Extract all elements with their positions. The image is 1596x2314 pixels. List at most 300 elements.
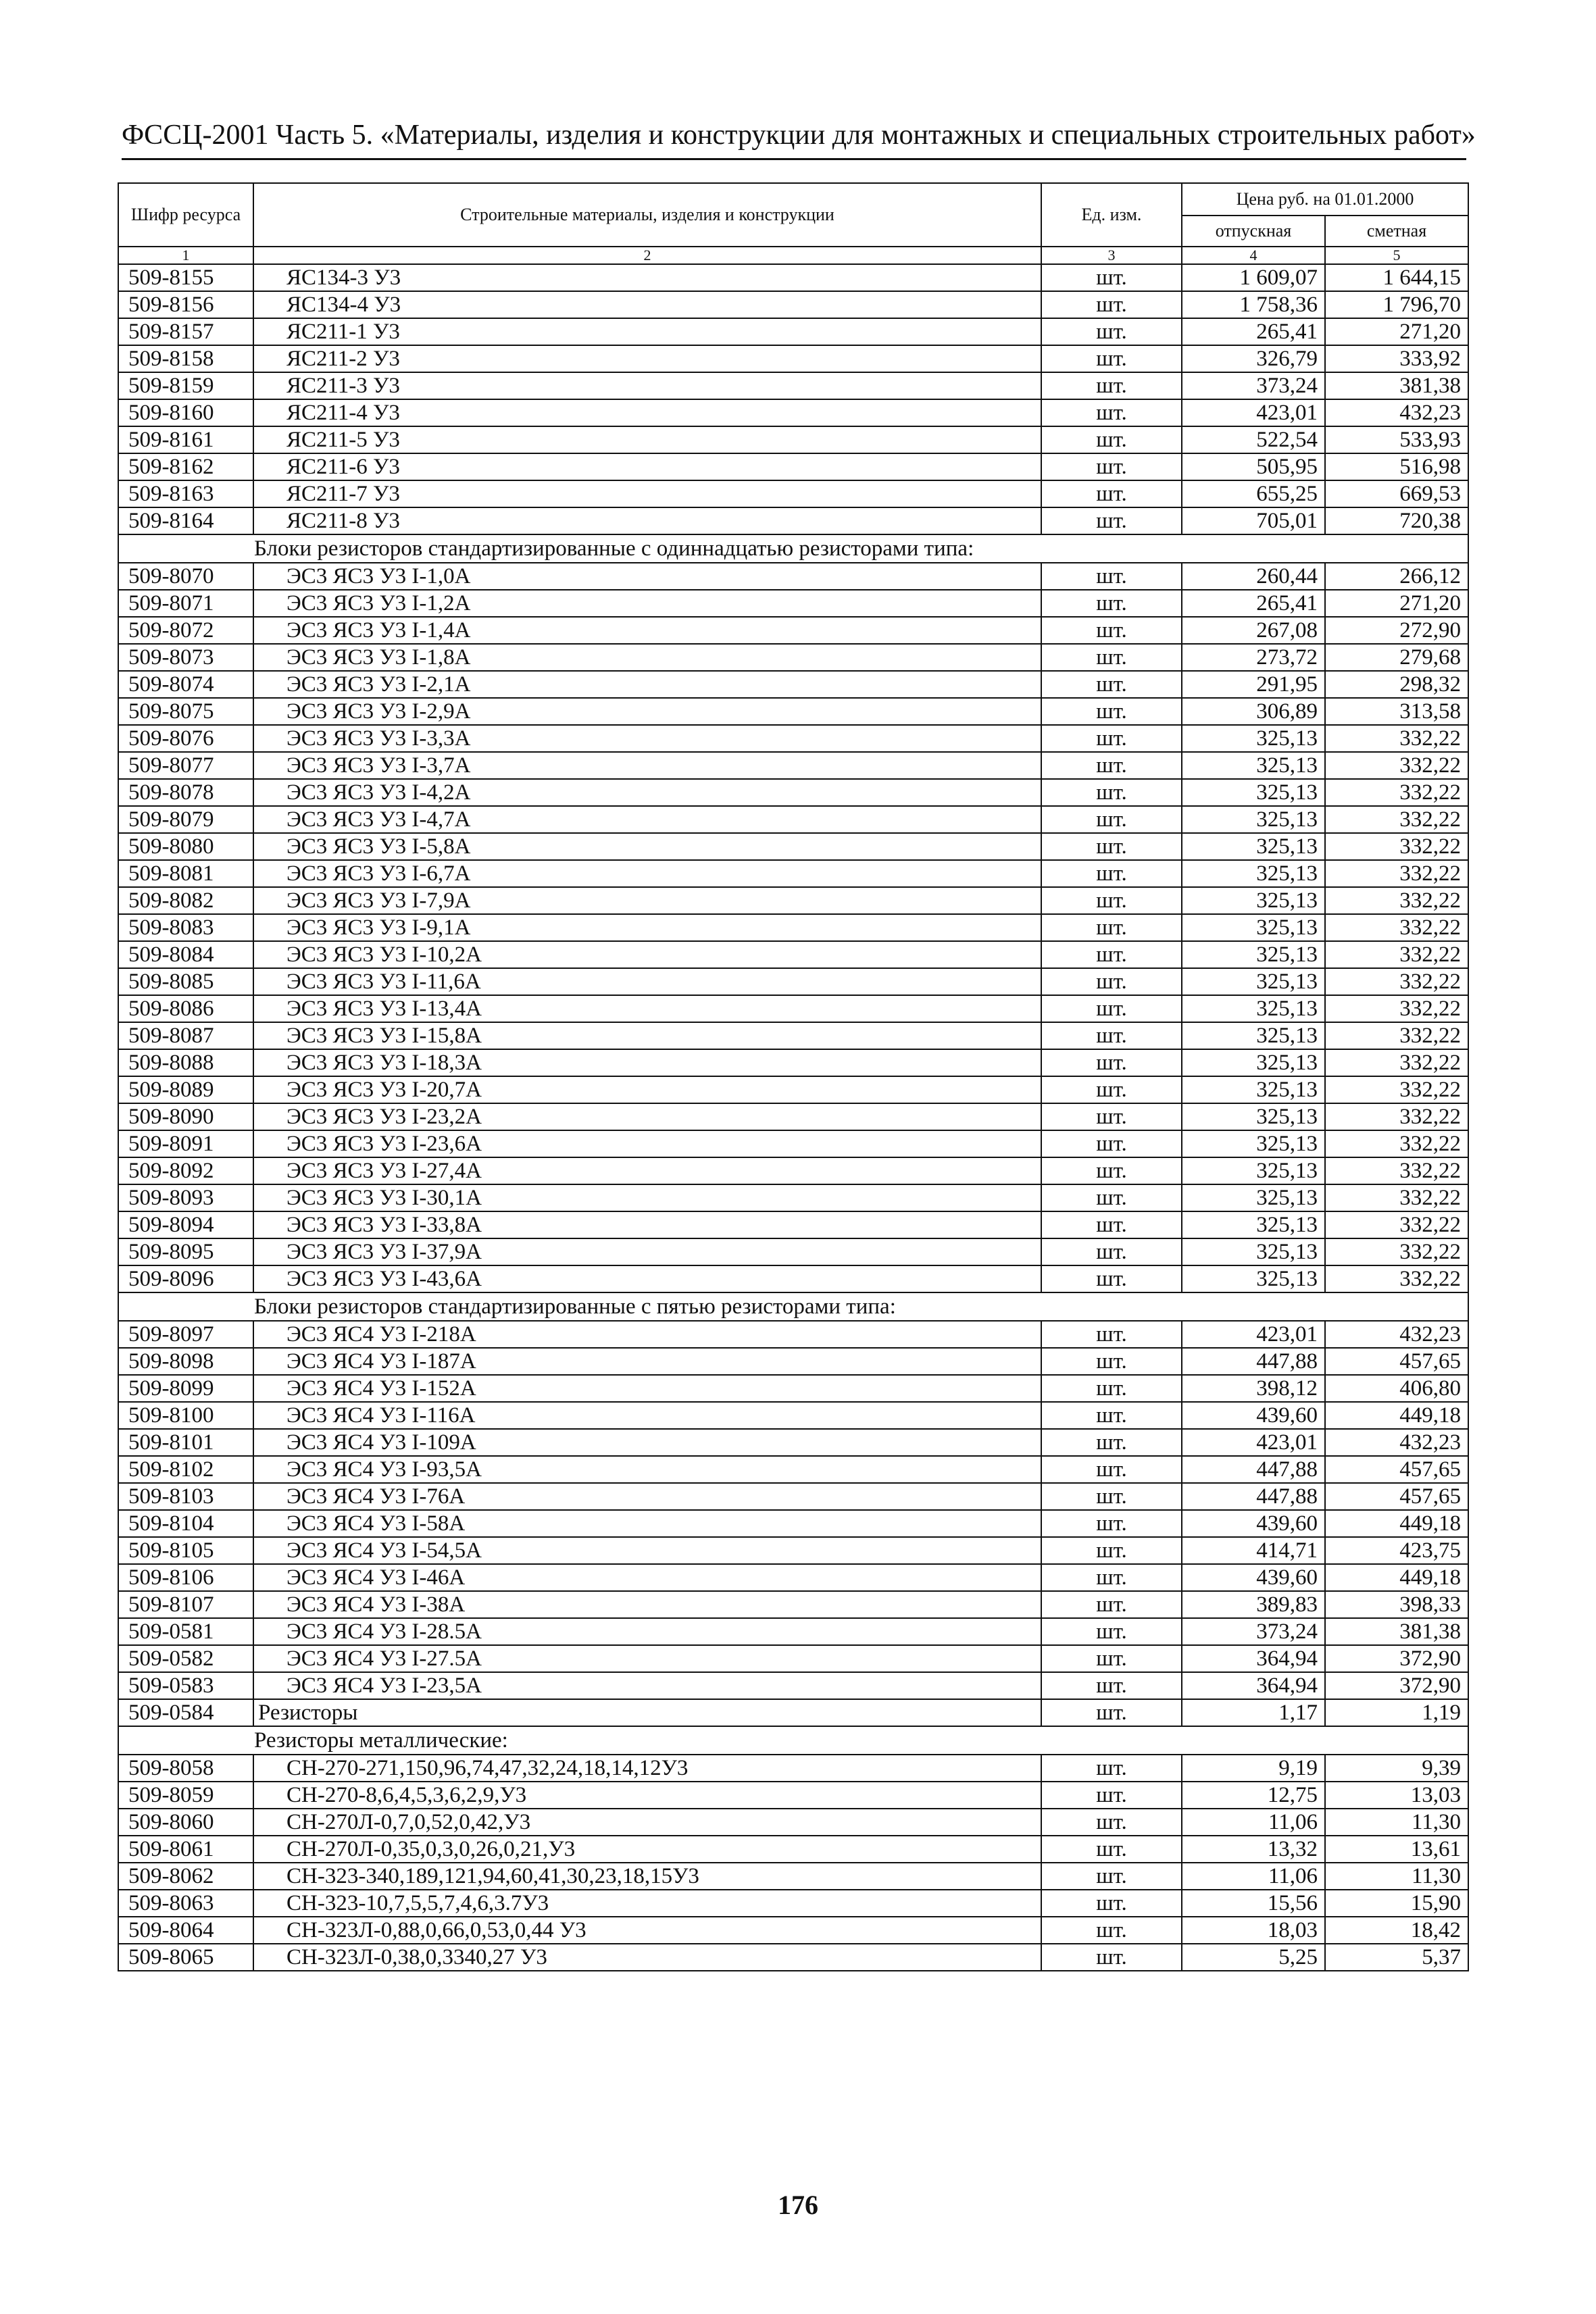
estimate-price: 1,19 <box>1325 1699 1468 1726</box>
table-row <box>118 1076 1468 1103</box>
resource-code: 509-8070 <box>118 563 253 590</box>
unit-cell: шт. <box>1041 372 1182 399</box>
table-row <box>118 1645 1468 1672</box>
resource-code: 509-8073 <box>118 644 253 671</box>
table-row <box>118 1103 1468 1130</box>
material-name: ЭС3 ЯС4 У3 I-46А <box>253 1564 1041 1591</box>
release-price: 325,13 <box>1182 1211 1325 1238</box>
estimate-price: 457,65 <box>1325 1483 1468 1510</box>
unit-cell: шт. <box>1041 1375 1182 1402</box>
section-heading-row <box>118 534 1468 563</box>
header-name: Строительные материалы, изделия и конструкции <box>253 183 1041 247</box>
estimate-price: 332,22 <box>1325 941 1468 968</box>
unit-cell: шт. <box>1041 453 1182 480</box>
table-row <box>118 1238 1468 1265</box>
estimate-price: 432,23 <box>1325 1321 1468 1348</box>
estimate-price: 533,93 <box>1325 426 1468 453</box>
estimate-price: 279,68 <box>1325 644 1468 671</box>
table-row <box>118 1265 1468 1292</box>
unit-cell: шт. <box>1041 1157 1182 1184</box>
estimate-price: 1 644,15 <box>1325 264 1468 291</box>
unit-cell: шт. <box>1041 1591 1182 1618</box>
release-price: 325,13 <box>1182 968 1325 995</box>
material-name: ЭС3 ЯС4 У3 I-218А <box>253 1321 1041 1348</box>
unit-cell: шт. <box>1041 617 1182 644</box>
column-number: 4 <box>1182 247 1325 264</box>
unit-cell: шт. <box>1041 1645 1182 1672</box>
resource-code: 509-8105 <box>118 1537 253 1564</box>
resource-code: 509-8157 <box>118 318 253 345</box>
release-price: 1 758,36 <box>1182 291 1325 318</box>
release-price: 398,12 <box>1182 1375 1325 1402</box>
unit-cell: шт. <box>1041 1103 1182 1130</box>
table-row <box>118 1429 1468 1456</box>
material-name: ЯС211-3 У3 <box>253 372 1041 399</box>
unit-cell: шт. <box>1041 1076 1182 1103</box>
release-price: 12,75 <box>1182 1782 1325 1809</box>
material-name: ЭС3 ЯС3 У3 I-2,1А <box>253 671 1041 698</box>
resource-code: 509-8094 <box>118 1211 253 1238</box>
estimate-price: 332,22 <box>1325 1211 1468 1238</box>
unit-cell: шт. <box>1041 1782 1182 1809</box>
unit-cell: шт. <box>1041 1917 1182 1944</box>
material-name: ЭС3 ЯС4 У3 I-23,5А <box>253 1672 1041 1699</box>
unit-cell: шт. <box>1041 1699 1182 1726</box>
header-price-estimate: сметная <box>1325 216 1468 247</box>
table-row <box>118 1618 1468 1645</box>
release-price: 325,13 <box>1182 914 1325 941</box>
estimate-price: 332,22 <box>1325 1130 1468 1157</box>
table-row <box>118 1456 1468 1483</box>
table-body <box>118 264 1468 1971</box>
unit-cell: шт. <box>1041 1483 1182 1510</box>
page-number: 176 <box>778 2190 818 2220</box>
release-price: 1 609,07 <box>1182 264 1325 291</box>
material-name: ЭС3 ЯС4 У3 I-54,5А <box>253 1537 1041 1564</box>
unit-cell: шт. <box>1041 779 1182 806</box>
material-name: ЭС3 ЯС3 У3 I-3,3А <box>253 725 1041 752</box>
column-number: 1 <box>118 247 253 264</box>
table-row <box>118 671 1468 698</box>
table-row <box>118 1348 1468 1375</box>
estimate-price: 332,22 <box>1325 860 1468 887</box>
unit-cell: шт. <box>1041 698 1182 725</box>
release-price: 325,13 <box>1182 1130 1325 1157</box>
release-price: 705,01 <box>1182 507 1325 534</box>
table-row <box>118 968 1468 995</box>
release-price: 15,56 <box>1182 1890 1325 1917</box>
resource-code: 509-8156 <box>118 291 253 318</box>
material-name: СН-323Л-0,38,0,3340,27 У3 <box>253 1944 1041 1971</box>
unit-cell: шт. <box>1041 1049 1182 1076</box>
release-price: 447,88 <box>1182 1483 1325 1510</box>
unit-cell: шт. <box>1041 833 1182 860</box>
estimate-price: 457,65 <box>1325 1456 1468 1483</box>
release-price: 373,24 <box>1182 372 1325 399</box>
material-name: ЭС3 ЯС4 У3 I-152А <box>253 1375 1041 1402</box>
table-row <box>118 1591 1468 1618</box>
table-row <box>118 1157 1468 1184</box>
table-row <box>118 833 1468 860</box>
unit-cell: шт. <box>1041 1537 1182 1564</box>
table-row <box>118 318 1468 345</box>
material-name: Резисторы <box>253 1699 1041 1726</box>
estimate-price: 332,22 <box>1325 887 1468 914</box>
resource-code: 509-8061 <box>118 1836 253 1863</box>
resource-code: 509-8095 <box>118 1238 253 1265</box>
resource-code: 509-8085 <box>118 968 253 995</box>
table-row <box>118 372 1468 399</box>
unit-cell: шт. <box>1041 914 1182 941</box>
table-row <box>118 1375 1468 1402</box>
unit-cell: шт. <box>1041 1672 1182 1699</box>
material-name: ЭС3 ЯС3 У3 I-1,8А <box>253 644 1041 671</box>
table-row <box>118 752 1468 779</box>
estimate-price: 720,38 <box>1325 507 1468 534</box>
unit-cell: шт. <box>1041 1863 1182 1890</box>
unit-cell: шт. <box>1041 399 1182 426</box>
resource-code: 509-8163 <box>118 480 253 507</box>
release-price: 423,01 <box>1182 399 1325 426</box>
resource-code: 509-8093 <box>118 1184 253 1211</box>
table-row <box>118 453 1468 480</box>
unit-cell: шт. <box>1041 1429 1182 1456</box>
estimate-price: 298,32 <box>1325 671 1468 698</box>
resource-code: 509-8075 <box>118 698 253 725</box>
material-name: ЭС3 ЯС3 У3 I-1,4А <box>253 617 1041 644</box>
material-name: ЭС3 ЯС3 У3 I-23,6А <box>253 1130 1041 1157</box>
material-name: ЭС3 ЯС3 У3 I-33,8А <box>253 1211 1041 1238</box>
release-price: 447,88 <box>1182 1456 1325 1483</box>
estimate-price: 271,20 <box>1325 318 1468 345</box>
material-name: ЭС3 ЯС3 У3 I-43,6А <box>253 1265 1041 1292</box>
material-name: ЭС3 ЯС3 У3 I-30,1А <box>253 1184 1041 1211</box>
section-heading: Блоки резисторов стандартизированные с одиннадцатью резисторами типа: <box>118 534 1468 563</box>
resource-code: 509-8071 <box>118 590 253 617</box>
unit-cell: шт. <box>1041 1184 1182 1211</box>
material-name: ЭС3 ЯС3 У3 I-6,7А <box>253 860 1041 887</box>
estimate-price: 13,03 <box>1325 1782 1468 1809</box>
unit-cell: шт. <box>1041 590 1182 617</box>
resource-code: 509-8084 <box>118 941 253 968</box>
estimate-price: 372,90 <box>1325 1672 1468 1699</box>
table-row <box>118 1917 1468 1944</box>
resource-code: 509-8106 <box>118 1564 253 1591</box>
estimate-price: 332,22 <box>1325 1184 1468 1211</box>
release-price: 325,13 <box>1182 860 1325 887</box>
material-name: ЭС3 ЯС3 У3 I-7,9А <box>253 887 1041 914</box>
unit-cell: шт. <box>1041 968 1182 995</box>
release-price: 364,94 <box>1182 1672 1325 1699</box>
table-row <box>118 860 1468 887</box>
release-price: 5,25 <box>1182 1944 1325 1971</box>
header-code: Шифр ресурса <box>118 183 253 247</box>
release-price: 414,71 <box>1182 1537 1325 1564</box>
estimate-price: 516,98 <box>1325 453 1468 480</box>
estimate-price: 332,22 <box>1325 1103 1468 1130</box>
price-table <box>118 182 1469 1971</box>
resource-code: 509-8081 <box>118 860 253 887</box>
table-row <box>118 1672 1468 1699</box>
table-row <box>118 1809 1468 1836</box>
material-name: ЭС3 ЯС3 У3 I-9,1А <box>253 914 1041 941</box>
resource-code: 509-8074 <box>118 671 253 698</box>
table-row <box>118 887 1468 914</box>
release-price: 325,13 <box>1182 806 1325 833</box>
estimate-price: 332,22 <box>1325 752 1468 779</box>
table-row <box>118 1699 1468 1726</box>
release-price: 325,13 <box>1182 941 1325 968</box>
material-name: ЭС3 ЯС3 У3 I-2,9А <box>253 698 1041 725</box>
header-price: Цена руб. на 01.01.2000 <box>1182 183 1468 216</box>
material-name: ЭС3 ЯС3 У3 I-37,9А <box>253 1238 1041 1265</box>
unit-cell: шт. <box>1041 291 1182 318</box>
estimate-price: 15,90 <box>1325 1890 1468 1917</box>
section-heading: Резисторы металлические: <box>118 1726 1468 1755</box>
release-price: 325,13 <box>1182 1049 1325 1076</box>
resource-code: 509-8162 <box>118 453 253 480</box>
estimate-price: 381,38 <box>1325 1618 1468 1645</box>
table-row <box>118 617 1468 644</box>
estimate-price: 449,18 <box>1325 1564 1468 1591</box>
material-name: СН-323Л-0,88,0,66,0,53,0,44 У3 <box>253 1917 1041 1944</box>
material-name: ЯС211-6 У3 <box>253 453 1041 480</box>
material-name: ЭС3 ЯС3 У3 I-4,7А <box>253 806 1041 833</box>
resource-code: 509-0581 <box>118 1618 253 1645</box>
table-row <box>118 806 1468 833</box>
release-price: 1,17 <box>1182 1699 1325 1726</box>
resource-code: 509-8088 <box>118 1049 253 1076</box>
release-price: 325,13 <box>1182 1265 1325 1292</box>
resource-code: 509-8063 <box>118 1890 253 1917</box>
release-price: 325,13 <box>1182 1238 1325 1265</box>
resource-code: 509-8161 <box>118 426 253 453</box>
release-price: 306,89 <box>1182 698 1325 725</box>
section-heading-row <box>118 1292 1468 1321</box>
estimate-price: 332,22 <box>1325 725 1468 752</box>
release-price: 265,41 <box>1182 318 1325 345</box>
material-name: ЭС3 ЯС3 У3 I-4,2А <box>253 779 1041 806</box>
table-header <box>118 183 1468 264</box>
material-name: ЯС211-7 У3 <box>253 480 1041 507</box>
resource-code: 509-8076 <box>118 725 253 752</box>
estimate-price: 11,30 <box>1325 1809 1468 1836</box>
release-price: 291,95 <box>1182 671 1325 698</box>
estimate-price: 406,80 <box>1325 1375 1468 1402</box>
estimate-price: 271,20 <box>1325 590 1468 617</box>
resource-code: 509-8058 <box>118 1755 253 1782</box>
material-name: ЭС3 ЯС4 У3 I-109А <box>253 1429 1041 1456</box>
table-row <box>118 725 1468 752</box>
material-name: СН-270Л-0,35,0,3,0,26,0,21,У3 <box>253 1836 1041 1863</box>
resource-code: 509-8059 <box>118 1782 253 1809</box>
estimate-price: 5,37 <box>1325 1944 1468 1971</box>
unit-cell: шт. <box>1041 480 1182 507</box>
table-row <box>118 1836 1468 1863</box>
page-header: ФССЦ-2001 Часть 5. «Материалы, изделия и конструкции для монтажных и специальных строительных работ» <box>122 115 1466 160</box>
release-price: 325,13 <box>1182 725 1325 752</box>
release-price: 13,32 <box>1182 1836 1325 1863</box>
material-name: ЭС3 ЯС3 У3 I-23,2А <box>253 1103 1041 1130</box>
material-name: ЯС134-3 У3 <box>253 264 1041 291</box>
table-row <box>118 291 1468 318</box>
release-price: 265,41 <box>1182 590 1325 617</box>
estimate-price: 332,22 <box>1325 914 1468 941</box>
estimate-price: 449,18 <box>1325 1402 1468 1429</box>
unit-cell: шт. <box>1041 1321 1182 1348</box>
unit-cell: шт. <box>1041 860 1182 887</box>
release-price: 423,01 <box>1182 1321 1325 1348</box>
release-price: 11,06 <box>1182 1809 1325 1836</box>
column-number: 5 <box>1325 247 1468 264</box>
resource-code: 509-8102 <box>118 1456 253 1483</box>
resource-code: 509-8160 <box>118 399 253 426</box>
release-price: 325,13 <box>1182 833 1325 860</box>
release-price: 326,79 <box>1182 345 1325 372</box>
material-name: ЭС3 ЯС3 У3 I-20,7А <box>253 1076 1041 1103</box>
resource-code: 509-8099 <box>118 1375 253 1402</box>
unit-cell: шт. <box>1041 644 1182 671</box>
material-name: СН-323-10,7,5,5,7,4,6,3.7У3 <box>253 1890 1041 1917</box>
release-price: 439,60 <box>1182 1402 1325 1429</box>
table-row <box>118 345 1468 372</box>
material-name: ЭС3 ЯС3 У3 I-3,7А <box>253 752 1041 779</box>
resource-code: 509-0582 <box>118 1645 253 1672</box>
unit-cell: шт. <box>1041 507 1182 534</box>
material-name: ЯС134-4 У3 <box>253 291 1041 318</box>
material-name: ЯС211-2 У3 <box>253 345 1041 372</box>
unit-cell: шт. <box>1041 1836 1182 1863</box>
resource-code: 509-8164 <box>118 507 253 534</box>
material-name: ЭС3 ЯС3 У3 I-10,2А <box>253 941 1041 968</box>
resource-code: 509-8090 <box>118 1103 253 1130</box>
resource-code: 509-0584 <box>118 1699 253 1726</box>
release-price: 11,06 <box>1182 1863 1325 1890</box>
table-row <box>118 507 1468 534</box>
resource-code: 509-8078 <box>118 779 253 806</box>
release-price: 325,13 <box>1182 1103 1325 1130</box>
resource-code: 509-8086 <box>118 995 253 1022</box>
header-price-release: отпускная <box>1182 216 1325 247</box>
material-name: ЯС211-8 У3 <box>253 507 1041 534</box>
resource-code: 509-8101 <box>118 1429 253 1456</box>
table-row <box>118 1510 1468 1537</box>
material-name: ЯС211-4 У3 <box>253 399 1041 426</box>
resource-code: 509-0583 <box>118 1672 253 1699</box>
estimate-price: 332,22 <box>1325 833 1468 860</box>
unit-cell: шт. <box>1041 1510 1182 1537</box>
table-row <box>118 1483 1468 1510</box>
material-name: ЭС3 ЯС4 У3 I-38А <box>253 1591 1041 1618</box>
table-row <box>118 1049 1468 1076</box>
unit-cell: шт. <box>1041 1402 1182 1429</box>
release-price: 325,13 <box>1182 995 1325 1022</box>
material-name: ЭС3 ЯС3 У3 I-5,8А <box>253 833 1041 860</box>
resource-code: 509-8107 <box>118 1591 253 1618</box>
resource-code: 509-8072 <box>118 617 253 644</box>
table-row <box>118 399 1468 426</box>
table-row <box>118 644 1468 671</box>
unit-cell: шт. <box>1041 1456 1182 1483</box>
table-row <box>118 1211 1468 1238</box>
estimate-price: 9,39 <box>1325 1755 1468 1782</box>
unit-cell: шт. <box>1041 1022 1182 1049</box>
table-row <box>118 698 1468 725</box>
material-name: ЭС3 ЯС4 У3 I-28.5А <box>253 1618 1041 1645</box>
table-row <box>118 426 1468 453</box>
resource-code: 509-8080 <box>118 833 253 860</box>
table-row <box>118 480 1468 507</box>
material-name: ЭС3 ЯС4 У3 I-58А <box>253 1510 1041 1537</box>
unit-cell: шт. <box>1041 1944 1182 1971</box>
resource-code: 509-8097 <box>118 1321 253 1348</box>
release-price: 373,24 <box>1182 1618 1325 1645</box>
unit-cell: шт. <box>1041 1238 1182 1265</box>
unit-cell: шт. <box>1041 941 1182 968</box>
resource-code: 509-8103 <box>118 1483 253 1510</box>
unit-cell: шт. <box>1041 1564 1182 1591</box>
release-price: 273,72 <box>1182 644 1325 671</box>
table-row <box>118 779 1468 806</box>
estimate-price: 266,12 <box>1325 563 1468 590</box>
unit-cell: шт. <box>1041 1211 1182 1238</box>
unit-cell: шт. <box>1041 1755 1182 1782</box>
table-row <box>118 1130 1468 1157</box>
section-heading-row <box>118 1726 1468 1755</box>
estimate-price: 333,92 <box>1325 345 1468 372</box>
table-row <box>118 1537 1468 1564</box>
resource-code: 509-8104 <box>118 1510 253 1537</box>
resource-code: 509-8096 <box>118 1265 253 1292</box>
table-row <box>118 941 1468 968</box>
estimate-price: 457,65 <box>1325 1348 1468 1375</box>
estimate-price: 432,23 <box>1325 1429 1468 1456</box>
estimate-price: 332,22 <box>1325 1238 1468 1265</box>
unit-cell: шт. <box>1041 671 1182 698</box>
resource-code: 509-8082 <box>118 887 253 914</box>
resource-code: 509-8087 <box>118 1022 253 1049</box>
release-price: 260,44 <box>1182 563 1325 590</box>
material-name: ЭС3 ЯС4 У3 I-116А <box>253 1402 1041 1429</box>
resource-code: 509-8062 <box>118 1863 253 1890</box>
estimate-price: 332,22 <box>1325 1157 1468 1184</box>
table-row <box>118 1564 1468 1591</box>
resource-code: 509-8077 <box>118 752 253 779</box>
material-name: СН-270-271,150,96,74,47,32,24,18,14,12У3 <box>253 1755 1041 1782</box>
table-row <box>118 1022 1468 1049</box>
resource-code: 509-8155 <box>118 264 253 291</box>
material-name: ЯС211-1 У3 <box>253 318 1041 345</box>
material-name: ЯС211-5 У3 <box>253 426 1041 453</box>
estimate-price: 669,53 <box>1325 480 1468 507</box>
release-price: 655,25 <box>1182 480 1325 507</box>
release-price: 325,13 <box>1182 1076 1325 1103</box>
material-name: ЭС3 ЯС3 У3 I-1,0А <box>253 563 1041 590</box>
release-price: 9,19 <box>1182 1755 1325 1782</box>
section-heading: Блоки резисторов стандартизированные с пятью резисторами типа: <box>118 1292 1468 1321</box>
release-price: 389,83 <box>1182 1591 1325 1618</box>
column-number: 2 <box>253 247 1041 264</box>
estimate-price: 18,42 <box>1325 1917 1468 1944</box>
estimate-price: 1 796,70 <box>1325 291 1468 318</box>
column-number-row <box>118 247 1468 264</box>
estimate-price: 381,38 <box>1325 372 1468 399</box>
estimate-price: 313,58 <box>1325 698 1468 725</box>
unit-cell: шт. <box>1041 995 1182 1022</box>
unit-cell: шт. <box>1041 725 1182 752</box>
material-name: ЭС3 ЯС3 У3 I-1,2А <box>253 590 1041 617</box>
estimate-price: 13,61 <box>1325 1836 1468 1863</box>
